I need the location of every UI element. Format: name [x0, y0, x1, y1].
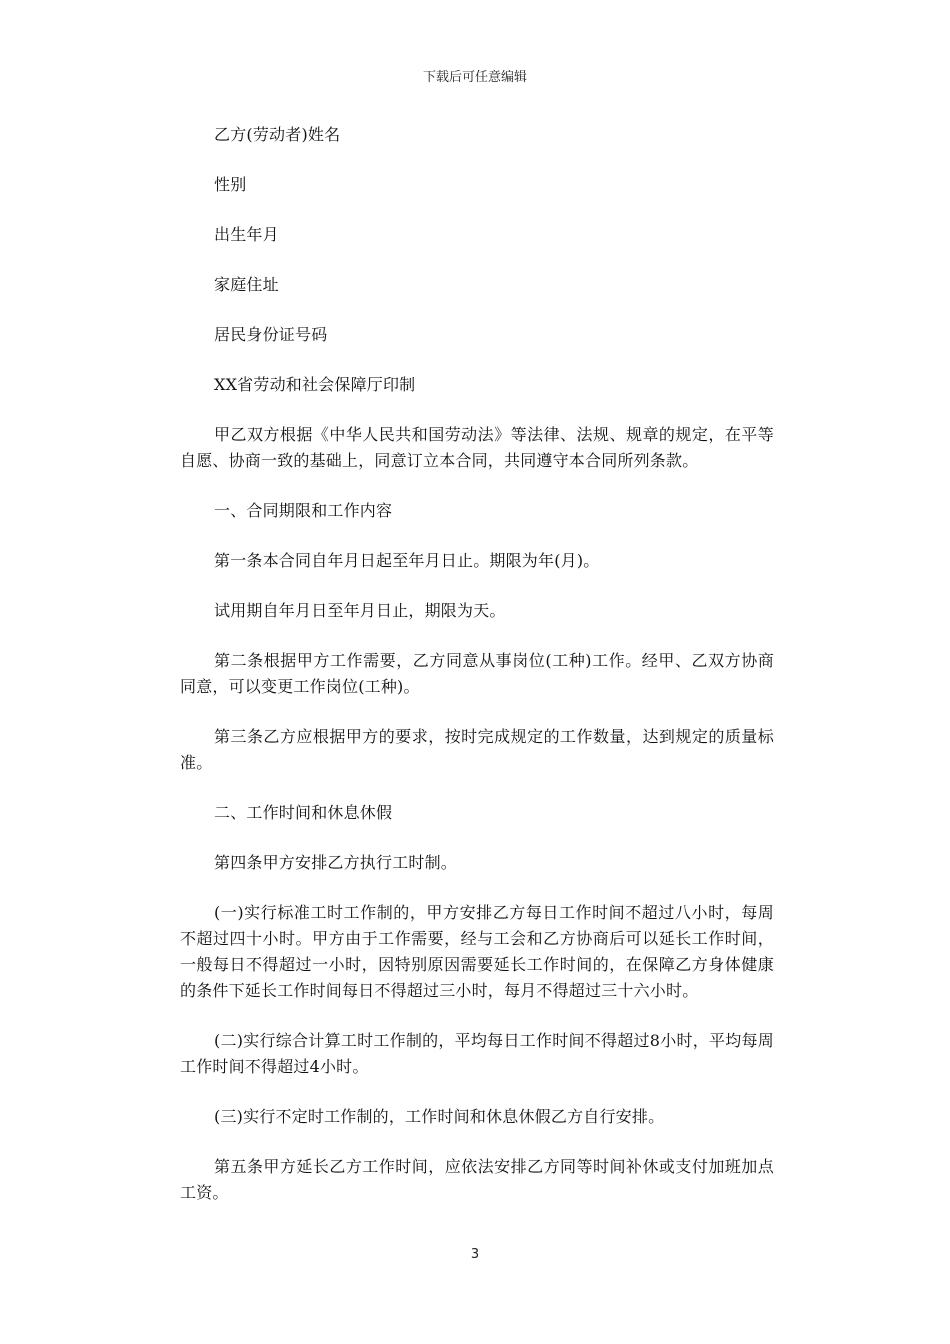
- page-header: 下载后可任意编辑: [422, 70, 527, 85]
- birth-date-line: 出生年月: [214, 225, 279, 244]
- article-1: 第一条本合同自年月日起至年月日止。期限为年(月)。: [214, 551, 600, 570]
- page-number: 3: [470, 1247, 480, 1262]
- party-b-name-line: 乙方(劳动者)姓名: [214, 125, 341, 144]
- article-4: 第四条甲方安排乙方执行工时制。: [214, 853, 458, 872]
- home-address-line: 家庭住址: [214, 275, 279, 294]
- article-5: 第五条甲方延长乙方工作时间，应依法安排乙方同等时间补休或支付加班加点工资。: [180, 1157, 774, 1202]
- clause-standard-hours: (一)实行标准工时工作制的，甲方安排乙方每日工作时间不超过八小时，每周不超过四十小时。甲方由于工作需要，经与工会和乙方协商后可以延长工作时间，一般每日不得超过一小时，因特别原因需要延长工作时间的，在保障乙方身体健康的条件下延长工作时间每日不得超过三小时，每月不得超过三十六小时。: [180, 903, 774, 1000]
- clause-comprehensive-hours: (二)实行综合计算工时工作制的，平均每日工作时间不得超过8小时，平均每周工作时间不得超过4小时。: [180, 1031, 774, 1076]
- document-body: [180, 122, 774, 1230]
- gender-line: 性别: [214, 175, 247, 194]
- article-3: 第三条乙方应根据甲方的要求，按时完成规定的工作数量，达到规定的质量标准。: [180, 727, 774, 772]
- section-heading-term: 一、合同期限和工作内容: [214, 501, 393, 520]
- preamble-paragraph: 甲乙双方根据《中华人民共和国劳动法》等法律、法规、规章的规定，在平等自愿、协商一致的基础上，同意订立本合同，共同遵守本合同所列条款。: [180, 425, 774, 470]
- id-number-line: 居民身份证号码: [214, 325, 328, 344]
- printer-line: XX省劳动和社会保障厅印制: [214, 375, 416, 394]
- section-heading-hours: 二、工作时间和休息休假: [214, 803, 393, 822]
- probation-paragraph: 试用期自年月日至年月日止，期限为天。: [214, 601, 506, 620]
- article-2: 第二条根据甲方工作需要，乙方同意从事岗位(工种)工作。经甲、乙双方协商同意，可以变更工作岗位(工种)。: [180, 651, 774, 696]
- clause-flexible-hours: (三)实行不定时工作制的，工作时间和休息休假乙方自行安排。: [214, 1107, 665, 1126]
